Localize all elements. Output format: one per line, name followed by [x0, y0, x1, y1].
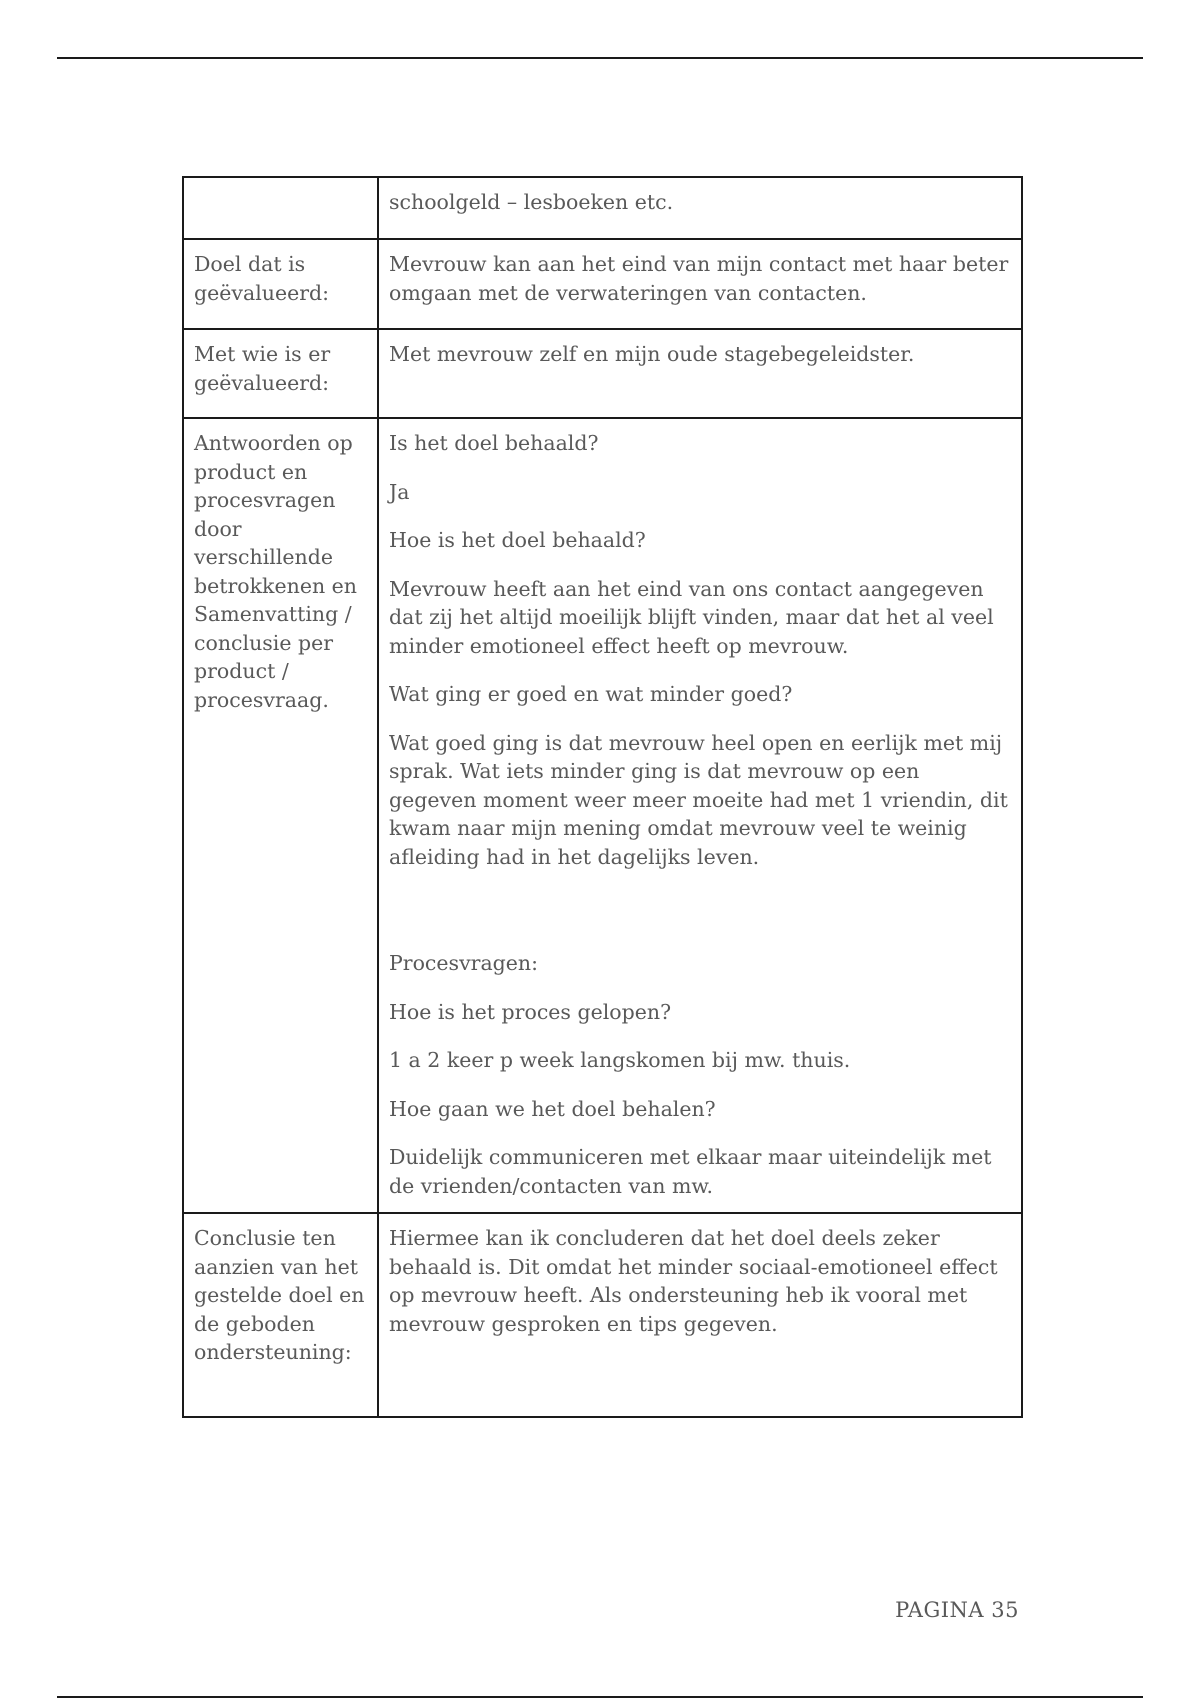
header-rule [57, 57, 1143, 59]
row-content-cell [378, 177, 1022, 239]
question-paragraph: Hoe is het proces gelopen? [389, 999, 672, 1024]
page-number: PAGINA 35 [895, 1598, 1019, 1622]
question-paragraph: Hoe is het doel behaald? [389, 528, 646, 552]
question-paragraph: Wat ging er goed en wat minder goed? [389, 682, 793, 706]
row-content-cell [378, 1213, 1022, 1417]
table-row-met-wie [183, 329, 1022, 418]
row-label-doel: Doel dat is geëvalueerd: [183, 239, 378, 329]
content-paragraph: Met mevrouw zelf en mijn oude stagebegeleidster. [389, 342, 915, 366]
row-label-cell [183, 177, 378, 239]
content-paragraph: Hiermee kan ik concluderen dat het doel deels zeker behaald is. Dit omdat het minder sociaal-emotioneel effect op mevrouw heeft. Als ondersteuning heb ik vooral met mevrouw gesproken en tips gegeven. [389, 1226, 998, 1336]
row-label-met-wie: Met wie is er geëvalueerd: [183, 329, 378, 418]
evaluation-table [182, 176, 1023, 1418]
table-row-antwoorden [183, 418, 1022, 1213]
row-label-conclusie: Conclusie ten aanzien van het gestelde doel en de geboden ondersteuning: [183, 1213, 378, 1417]
row-label-antwoorden: Antwoorden op product en procesvragen door verschillende betrokkenen en Samenvatting / conclusie per product / procesvraag. [183, 418, 378, 1213]
answer-paragraph: Ja [389, 479, 410, 504]
answer-paragraph: Wat goed ging is dat mevrouw heel open en eerlijk met mij sprak. Wat iets minder ging is dat mevrouw op een gegeven moment weer meer moeite had met 1 vriendin, dit kwam naar mijn mening omdat mevrouw veel te weinig afleiding had in het dagelijks leven. [389, 730, 1008, 869]
section-heading: Procesvragen: [389, 951, 539, 975]
answer-paragraph: Mevrouw heeft aan het eind van ons contact aangegeven dat zij het altijd moeilijk blijft vinden, maar dat het al veel minder emotioneel effect heeft op mevrouw. [389, 576, 994, 658]
content-paragraph: Mevrouw kan aan het eind van mijn contact met haar beter omgaan met de verwateringen van contacten. [389, 252, 1009, 305]
table-row-conclusie [183, 1213, 1022, 1417]
row-content-cell [378, 329, 1022, 418]
table-row-doel [183, 239, 1022, 329]
answer-paragraph: 1 a 2 keer p week langskomen bij mw. thuis. [389, 1048, 851, 1072]
footer-rule [57, 1696, 1143, 1698]
content-paragraph: schoolgeld – lesboeken etc. [389, 190, 674, 214]
question-paragraph: Is het doel behaald? [389, 431, 599, 455]
row-content-cell [378, 418, 1022, 1213]
table-row-schoolgeld [183, 177, 1022, 239]
row-content-cell [378, 239, 1022, 329]
question-paragraph: Hoe gaan we het doel behalen? [389, 1096, 716, 1121]
answer-paragraph: Duidelijk communiceren met elkaar maar uiteindelijk met de vrienden/contacten van mw. [389, 1145, 992, 1198]
